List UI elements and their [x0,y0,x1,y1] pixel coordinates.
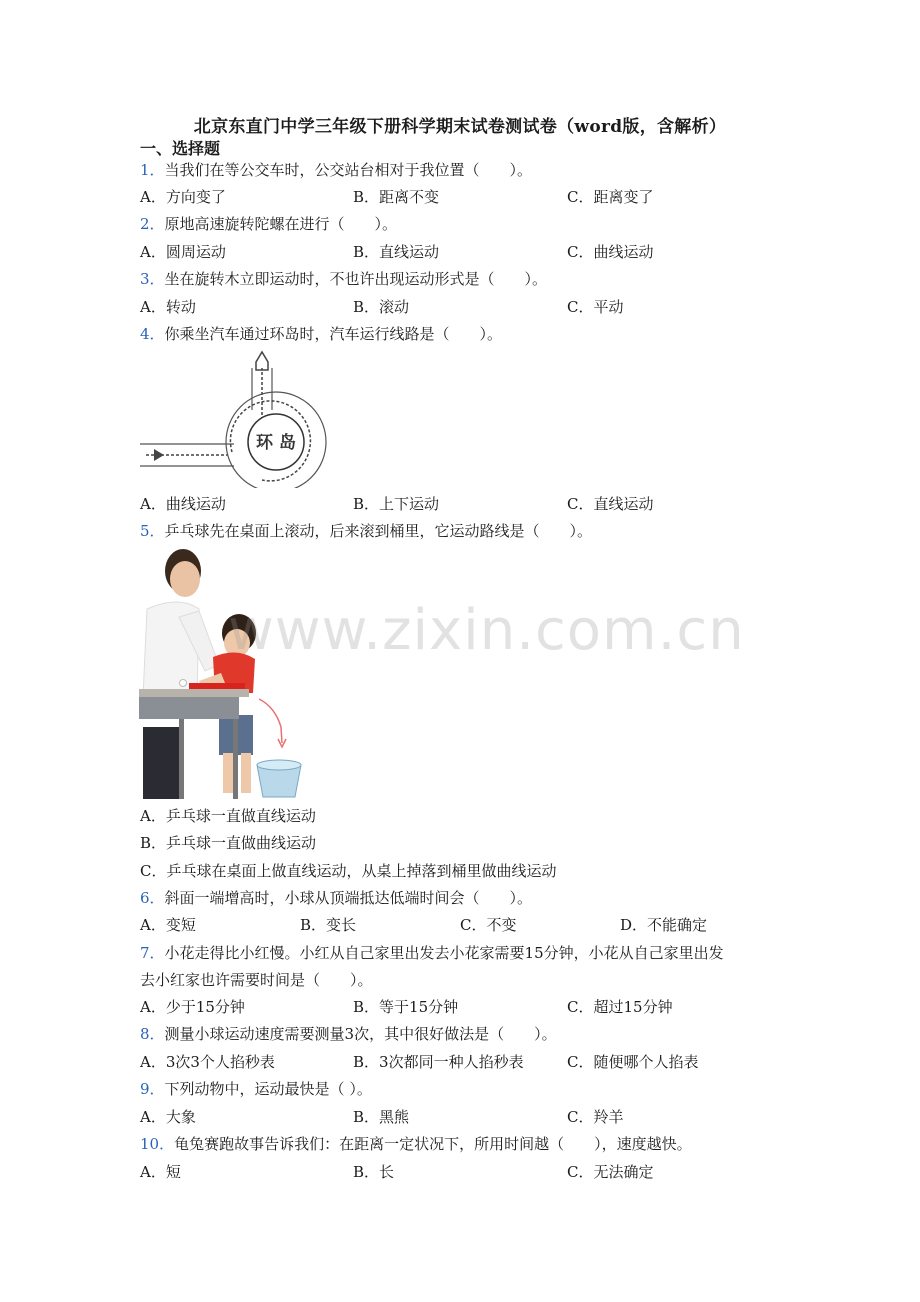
option-a[interactable]: A．圆周运动 [140,243,226,261]
question-2 [140,214,397,234]
question-text: 小花走得比小红慢。小红从自己家里出发去小花家需要15分钟，小花从自己家里出发 [164,944,724,962]
watermark: www.zixin.com.cn [228,598,745,663]
question-4 [140,324,502,344]
question-text: 坐在旋转木立即运动时，不也许出现运动形式是（ ）。 [164,270,548,288]
boy-trousers [143,727,183,799]
option-b[interactable]: B．长 [353,1163,395,1181]
option-c[interactable]: C．无法确定 [567,1163,654,1181]
question-number: 8． [140,1025,165,1043]
question-9 [140,1079,372,1099]
option-a[interactable]: A．曲线运动 [140,495,226,513]
option-c[interactable]: C．平动 [567,298,624,316]
question-3 [140,269,547,289]
option-c[interactable]: C．直线运动 [567,495,654,513]
question-text: 乒乓球先在桌面上滚动，后来滚到桶里，它运动路线是（ ）。 [164,522,593,540]
question-number: 2． [140,215,165,233]
girl-leg-left [223,753,233,793]
up-arrow-icon [256,352,268,370]
option-a[interactable]: A．大象 [140,1108,196,1126]
question-7-continued: 去小红家也许需要时间是（ ）。 [140,971,373,989]
ping-pong-photo [139,547,309,799]
question-text: 原地高速旋转陀螺在进行（ ）。 [164,215,398,233]
option-b[interactable]: B．变长 [300,916,357,934]
question-8 [140,1024,557,1044]
question-number: 1． [140,161,165,179]
desk-top [139,689,249,697]
question-text: 你乘坐汽车通过环岛时，汽车运行线路是（ ）。 [164,325,503,343]
roundabout-label: 环 岛 [256,433,296,453]
question-6 [140,888,532,908]
option-a[interactable]: A．短 [140,1163,181,1181]
option-c[interactable]: C．距离变了 [567,188,654,206]
desk-leg-right [233,719,238,799]
option-a[interactable]: A．转动 [140,298,196,316]
question-text: 当我们在等公交车时，公交站台相对于我位置（ ）。 [164,161,533,179]
girl-leg-right [241,753,251,793]
question-text: 下列动物中，运动最快是（ ）。 [164,1080,372,1098]
bucket-rim [257,760,301,770]
option-b[interactable]: B．上下运动 [353,495,440,513]
option-b[interactable]: B．乒乓球一直做曲线运动 [140,834,317,852]
page-title: 北京东直门中学三年级下册科学期末试卷测试卷（word版，含解析） [193,117,727,137]
desk-drawer [139,697,239,719]
option-c[interactable]: C．曲线运动 [567,243,654,261]
option-a[interactable]: A．少于15分钟 [140,998,245,1016]
right-arrow-icon [154,449,164,461]
option-b[interactable]: B．黑熊 [353,1108,410,1126]
question-number: 3． [140,270,165,288]
question-number: 6． [140,889,165,907]
option-a[interactable]: A．乒乓球一直做直线运动 [140,807,316,825]
question-5 [140,521,592,541]
option-d[interactable]: D．不能确定 [620,916,708,934]
question-number: 4． [140,325,165,343]
question-text: 斜面一端增高时，小球从顶端抵达低端时间会（ ）。 [164,889,533,907]
question-number: 5． [140,522,165,540]
option-b[interactable]: B．等于15分钟 [353,998,459,1016]
question-number: 10． [140,1135,175,1153]
question-number: 9． [140,1080,165,1098]
question-text: 龟兔赛跑故事告诉我们：在距离一定状况下，所用时间越（ ），速度越快。 [174,1135,692,1153]
question-1 [140,160,532,180]
section-heading: 一、选择题 [140,139,221,158]
red-ruler-ramp [189,683,245,689]
option-b[interactable]: B．3次都同一种人掐秒表 [353,1053,524,1071]
option-a[interactable]: A．方向变了 [140,188,226,206]
option-c[interactable]: C．乒乓球在桌面上做直线运动，从桌上掉落到桶里做曲线运动 [140,862,557,880]
option-c[interactable]: C．超过15分钟 [567,998,673,1016]
question-text: 测量小球运动速度需要测量3次，其中很好做法是（ ）。 [164,1025,557,1043]
option-c[interactable]: C．随便哪个人掐表 [567,1053,699,1071]
question-number: 7． [140,944,165,962]
option-b[interactable]: B．滚动 [353,298,410,316]
option-c[interactable]: C．不变 [460,916,517,934]
option-b[interactable]: B．直线运动 [353,243,440,261]
option-b[interactable]: B．距离不变 [353,188,440,206]
desk-leg-left [179,719,184,799]
option-a[interactable]: A．变短 [140,916,196,934]
option-a[interactable]: A．3次3个人掐秒表 [140,1053,275,1071]
ping-pong-ball [180,680,187,687]
question-7 [140,943,724,963]
option-c[interactable]: C．羚羊 [567,1108,624,1126]
roundabout-figure [140,348,330,488]
boy-face [170,561,200,597]
question-10 [140,1134,692,1154]
